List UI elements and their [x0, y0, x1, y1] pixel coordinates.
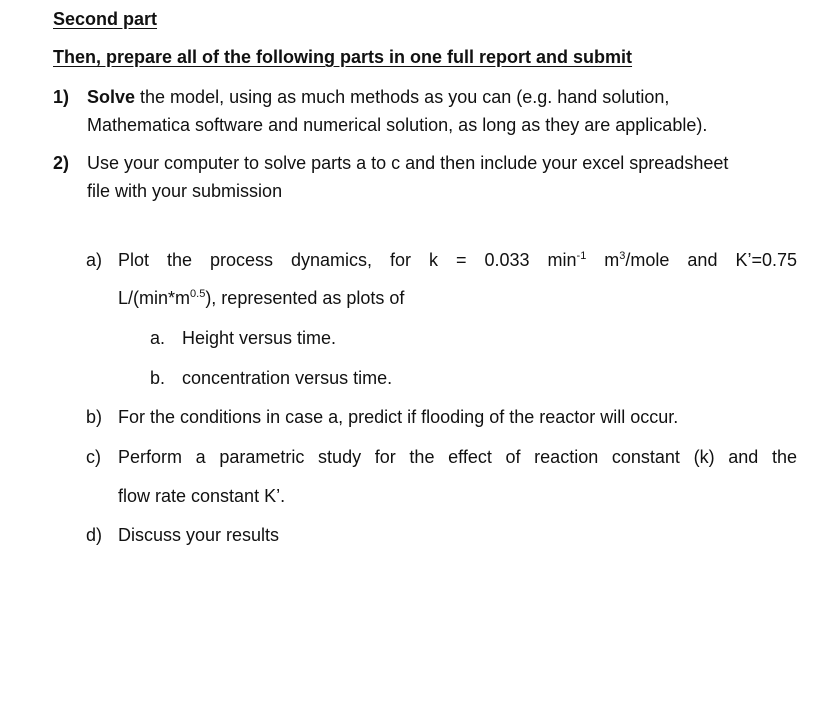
subitem-text: Height versus time.	[182, 328, 337, 348]
superscript: 3	[619, 250, 626, 262]
subpart-label: b)	[86, 407, 103, 427]
subitem-label: a.	[150, 328, 166, 348]
superscript: 0.5	[190, 288, 206, 300]
subitem-label: b.	[150, 368, 166, 388]
item-text: Use your computer to solve parts a to c and then include your excel spreadsheet	[87, 153, 729, 173]
subpart-label: c)	[86, 447, 101, 467]
item-number: 2)	[53, 153, 70, 173]
subpart-text-continued	[118, 287, 404, 309]
subpart-text-segment: L/(min*m	[118, 288, 191, 308]
item-text: the model, using as much methods as you can (e.g. hand solution,	[135, 87, 670, 107]
subpart-text-segment: Plot the process dynamics, for k = 0.033 min	[118, 250, 577, 270]
subpart-text-segment: ), represented as plots of	[205, 288, 405, 308]
subpart-text: Perform a parametric study for the effect of reaction constant (k) and the	[118, 447, 797, 467]
list-item-text	[87, 86, 669, 108]
subpart-label: d)	[86, 525, 103, 545]
subpart-label: a)	[86, 250, 103, 270]
item-text-continued: file with your submission	[87, 181, 283, 201]
subitem-text: concentration versus time.	[182, 368, 393, 388]
item-number: 1)	[53, 87, 70, 107]
item-text-continued: Mathematica software and numerical solution, as long as they are applicable).	[87, 115, 708, 135]
section-heading: Second part	[53, 9, 158, 29]
subpart-text	[118, 249, 797, 271]
subpart-text-segment: m	[586, 250, 620, 270]
superscript: -1	[576, 250, 587, 262]
item-lead: Solve	[87, 87, 136, 107]
instructions-heading: Then, prepare all of the following parts in one full report and submit	[53, 47, 633, 67]
subpart-text-segment: /mole and K’=0.75	[625, 250, 797, 270]
subpart-text: Discuss your results	[118, 525, 280, 545]
subpart-text: For the conditions in case a, predict if flooding of the reactor will occur.	[118, 407, 679, 427]
subpart-text-continued: flow rate constant K’.	[118, 486, 286, 506]
